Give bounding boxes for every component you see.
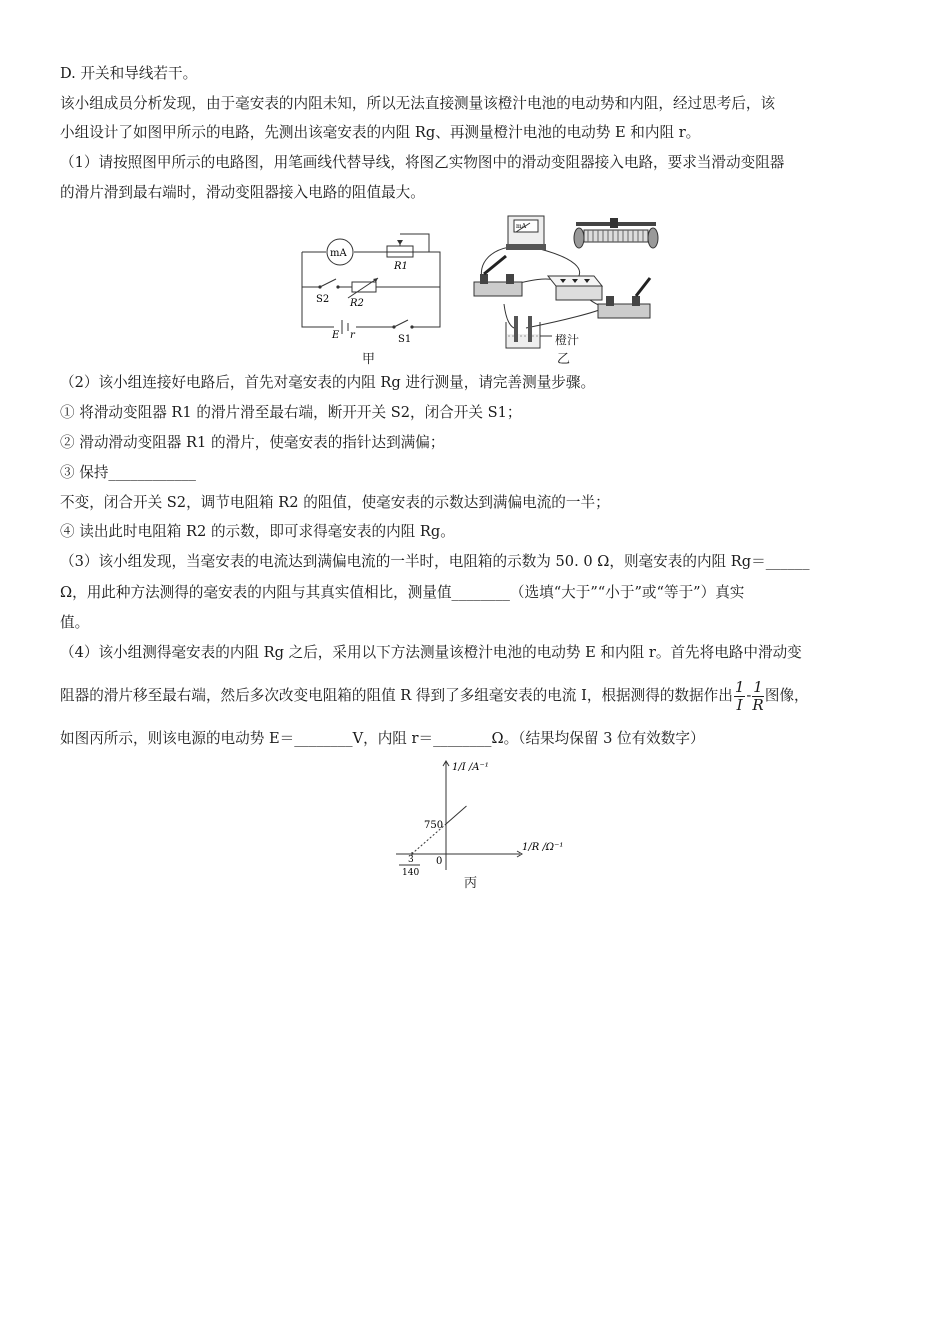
y-axis-label: 1/I /A⁻¹ xyxy=(452,762,489,773)
origin-label: 0 xyxy=(436,856,443,867)
caption-yi: 乙 xyxy=(557,352,571,367)
text-line-15: （4）该小组测得毫安表的内阻 Rg 之后，采用以下方法测量该橙汁电池的电动势 E 和内阻 r。首先将电路中滑动变 xyxy=(60,644,802,661)
graph-bing xyxy=(390,758,590,898)
apparatus-meter-label: mA xyxy=(516,223,527,230)
x-intercept-numerator: 3 xyxy=(408,855,414,865)
frac1-denominator: I xyxy=(736,695,743,714)
fraction-line-before: 阻器的滑片移至最右端，然后多次改变电阻箱的阻值 R 得到了多组毫安表的电流 I，根据测得的数据作出 xyxy=(60,687,733,704)
text-line-2: 该小组成员分析发现，由于毫安表的内阻未知，所以无法直接测量该橙汁电池的电动势和内阻，经过思考后，该 xyxy=(60,95,776,112)
s2-label: S2 xyxy=(316,294,330,305)
switch-left-drawing xyxy=(474,256,522,296)
s1-label: S1 xyxy=(398,334,412,345)
juice-label: 橙汁 xyxy=(555,333,580,347)
circuit-diagram-jia xyxy=(294,210,444,370)
text-line-10: 不变，闭合开关 S2，调节电阻箱 R2 的阻值，使毫安表的示数达到满偏电流的一半； xyxy=(60,494,610,511)
beaker-drawing xyxy=(506,316,552,348)
fraction-dash: - xyxy=(746,687,752,704)
resistance-box-drawing xyxy=(548,276,602,300)
text-line-5: 的滑片滑到最右端时，滑动变阻器接入电路的阻值最大。 xyxy=(60,184,425,201)
apparatus-diagram-yi xyxy=(466,208,662,370)
x-axis-label: 1/R /Ω⁻¹ xyxy=(522,842,564,853)
text-line-3: 小组设计了如图甲所示的电路，先测出该毫安表的内阻 Rg、再测量橙汁电池的电动势 E 和内阻 r。 xyxy=(60,124,701,141)
graph-svg xyxy=(390,758,590,878)
switch-right-drawing xyxy=(598,278,650,318)
r1-label: R1 xyxy=(394,261,408,272)
fraction-line-after: 图像， xyxy=(764,687,809,704)
frac1-numerator: 1 xyxy=(734,677,745,696)
text-line-13: Ω，用此种方法测得的毫安表的内阻与其真实值相比，测量值________（选填“大于”“小于”或“等于”）真实 xyxy=(60,584,745,601)
x-intercept-denominator: 140 xyxy=(402,868,420,878)
fraction-line xyxy=(60,676,809,716)
r-label: r xyxy=(350,330,355,341)
text-line-11: ④ 读出此时电阻箱 R2 的示数，即可求得毫安表的内阻 Rg。 xyxy=(60,523,455,540)
apparatus-svg xyxy=(466,208,662,352)
intercept-750-label: 750 xyxy=(424,820,444,831)
r2-label: R2 xyxy=(350,298,364,309)
caption-jia: 甲 xyxy=(362,352,376,367)
frac2-denominator: R xyxy=(752,695,764,714)
circuit-svg xyxy=(294,210,444,350)
e-label: E xyxy=(332,330,340,341)
frac2-numerator: 1 xyxy=(753,677,763,696)
text-line-12: （3）该小组发现，当毫安表的电流达到满偏电流的一半时，电阻箱的示数为 50. 0 Ω，则毫安表的内阻 Rg＝______ xyxy=(60,553,810,570)
meter-label: mA xyxy=(330,248,347,259)
text-line-1: D. 开关和导线若干。 xyxy=(60,65,198,82)
text-line-7: ① 将滑动变阻器 R1 的滑片滑至最右端，断开开关 S2，闭合开关 S1； xyxy=(60,404,522,421)
text-line-4: （1）请按照图甲所示的电路图，用笔画线代替导线，将图乙实物图中的滑动变阻器接入电路，要求当滑动变阻器 xyxy=(60,154,785,171)
data-line-solid xyxy=(446,806,466,824)
fraction-one-over-i xyxy=(734,679,746,714)
fraction-one-over-r xyxy=(752,679,764,714)
text-line-14: 值。 xyxy=(60,614,90,631)
milliammeter-drawing xyxy=(506,216,546,250)
text-line-9: ③ 保持____________ xyxy=(60,464,196,481)
text-line-8: ② 滑动滑动变阻器 R1 的滑片，使毫安表的指针达到满偏； xyxy=(60,434,445,451)
caption-bing: 丙 xyxy=(464,876,478,891)
text-line-16: 如图丙所示，则该电源的电动势 E＝________V，内阻 r＝________Ω。（结果均保留 3 位有效数字） xyxy=(60,730,705,747)
text-line-6: （2）该小组连接好电路后，首先对毫安表的内阻 Rg 进行测量，请完善测量步骤。 xyxy=(60,374,596,391)
rheostat-drawing xyxy=(574,218,658,248)
